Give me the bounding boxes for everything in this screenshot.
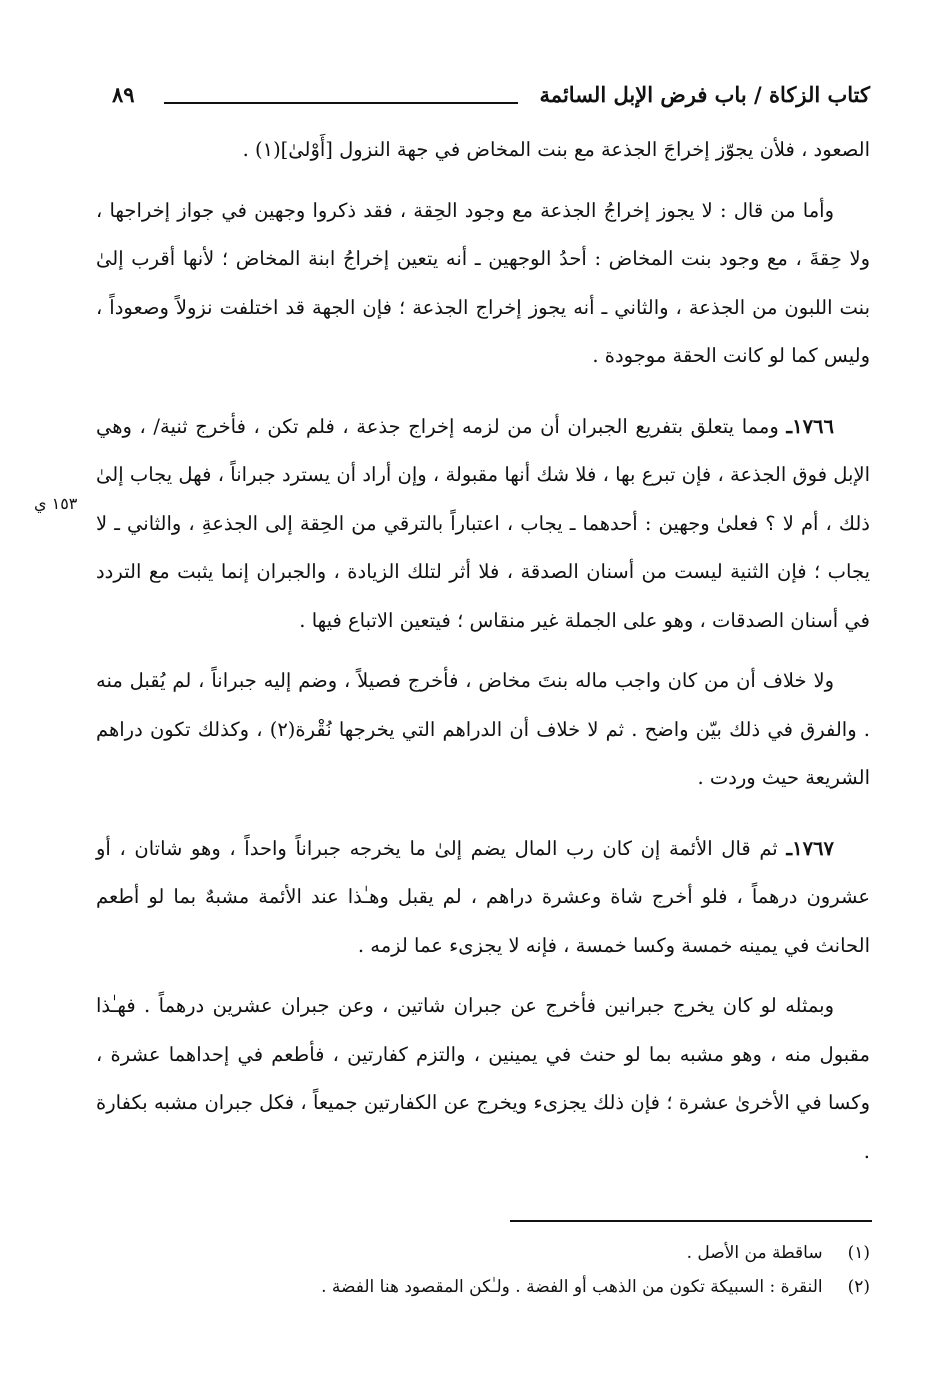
footnote-text: النقرة : السبيكة تكون من الذهب أو الفضة . ولـٰكن المقصود هنا الفضة . — [321, 1277, 823, 1297]
header-title: كتاب الزكاة / باب فرض الإبل السائمة — [539, 82, 870, 107]
header-rule — [164, 102, 518, 104]
section-number: ١٧٦٧ـ — [786, 836, 834, 860]
paragraph-text: وأما من قال : لا يجوز إخراجُ الجذعة مع وجود الحِقة ، فقد ذكروا وجهين في جواز إخراجها ، ولا حِقةَ ، مع وجود بنت المخاض : أحدُ الوجهين ـ أنه يتعين إخراجُ ابنة المخاض ؛ لأنها أقرب إلىٰ بنت اللبون من الجذعة ، والثاني ـ أنه يجوز إخراج الجذعة ؛ فإن الجهة قد اختلفت نزولاً وصعوداً ، وليس كما لو كانت الحقة موجودة . — [96, 198, 870, 367]
footnote-rule — [510, 1220, 872, 1222]
paragraph — [96, 982, 870, 1176]
paragraph — [96, 126, 870, 175]
section-number: ١٧٦٦ـ — [786, 414, 834, 438]
paragraph-text: ومما يتعلق بتفريع الجبران أن من لزمه إخراج جذعة ، فلم تكن ، فأخرج ثنية/ ، وهي الإبل فوق الجذعة ، فإن تبرع بها ، فلا شك أنها مقبولة ، وإن أراد أن يسترد جبراناً ، فهل يجاب إلىٰ ذلك ، أم لا ؟ فعلىٰ وجهين : أحدهما ـ يجاب ، اعتباراً بالترقي من الحِقة إلى الجذعةِ ، والثاني ـ لا يجاب ؛ فإن الثنية ليست من أسنان الصدقة ، فلا أثر لتلك الزيادة ، والجبران إنما يثبت مع التردد في أسنان الصدقات ، وهو على الجملة غير منقاس ؛ فيتعين الاتباع فيها . — [96, 414, 870, 632]
margin-note: ١٥٣ ي — [34, 494, 78, 513]
paragraph-numbered — [96, 825, 870, 971]
footnote — [96, 1270, 870, 1304]
paragraph — [96, 657, 870, 803]
body-text — [96, 126, 870, 1176]
running-header — [112, 78, 870, 118]
footnote-number: (٢) — [847, 1277, 870, 1297]
paragraph-text: ثم قال الأئمة إن كان رب المال يضم إلىٰ ما يخرجه جبراناً واحداً ، وهو شاتان ، أو عشرون درهماً ، فلو أخرج شاة وعشرة دراهم ، لم يقبل وهـٰذا عند الأئمة مشبهٌ بما لو أطعم الحانث في يمينه خمسة وكسا خمسة ، فإنه لا يجزىء عما لزمه . — [96, 836, 870, 957]
footnote-number: (١) — [847, 1243, 870, 1263]
footnote-text: ساقطة من الأصل . — [686, 1243, 823, 1263]
paragraph — [96, 187, 870, 381]
footnotes — [96, 1236, 870, 1304]
paragraph-numbered — [96, 403, 870, 646]
footnote — [96, 1236, 870, 1270]
paragraph-text: ولا خلاف أن من كان واجب ماله بنتَ مخاض ، فأخرج فصيلاً ، وضم إليه جبراناً ، لم يُقبل منه . والفرق في ذلك بيّن واضح . ثم لا خلاف أن الدراهم التي يخرجها نُقْرة(٢) ، وكذلك تكون دراهم الشريعة حيث وردت . — [96, 669, 870, 789]
paragraph-text: الصعود ، فلأن يجوّز إخراجَ الجذعة مع بنت المخاض في جهة النزول [أَوْلىٰ](١) . — [242, 138, 870, 161]
page-number: ٨٩ — [112, 82, 135, 107]
paragraph-text: وبمثله لو كان يخرج جبرانين فأخرج عن جبران شاتين ، وعن جبران عشرين درهماً . فهـٰذا مقبول منه ، وهو مشبه بما لو حنث في يمينين ، والتزم كفارتين ، فأطعم في إحداهما عشرة ، وكسا في الأخرىٰ عشرة ؛ فإن ذلك يجزىء ويخرج عن الكفارتين جميعاً ، فكل جبران مشبه بكفارة . — [96, 994, 870, 1163]
